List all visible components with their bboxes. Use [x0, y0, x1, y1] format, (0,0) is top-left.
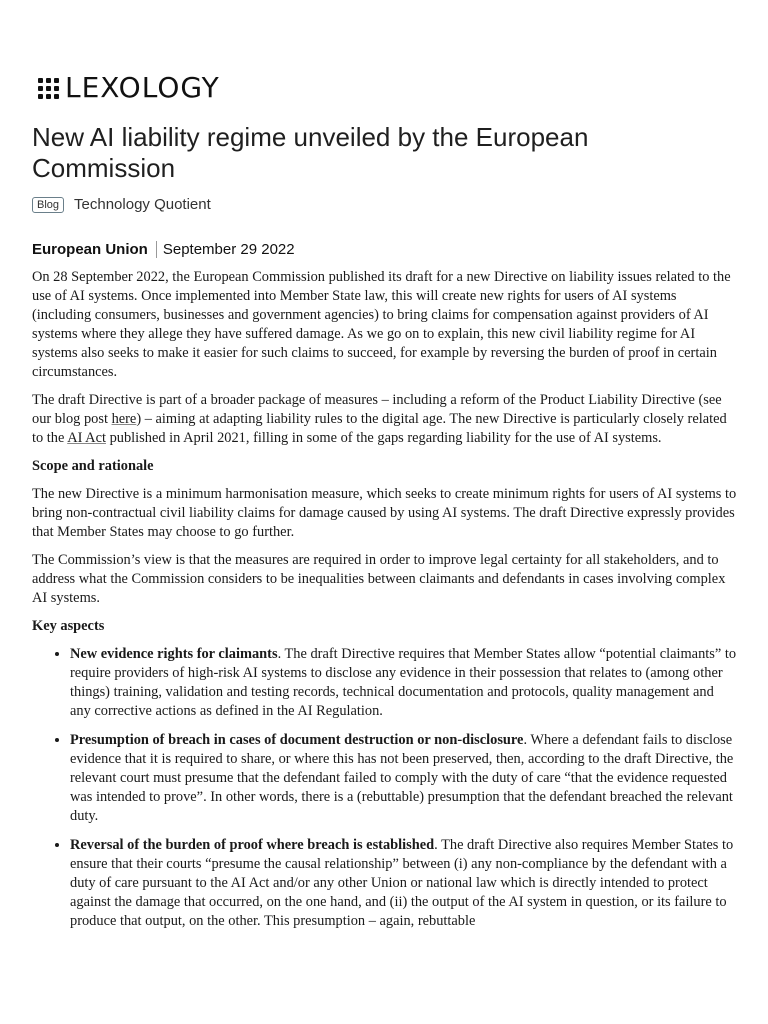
- section-heading-scope: Scope and rationale: [32, 458, 154, 474]
- paragraph-intro: On 28 September 2022, the European Commission published its draft for a new Directive on liability issues related to the use of AI systems. Once implemented into Member State law, this will create new rights for users of AI systems (including consumers, businesses and government agencies) to bring claims for compensation against providers of AI systems where they allege they have suffered damage. As we go on to explain, this new civil liability regime for AI systems also seeks to make it easier for such claims to succeed, for example by reversing the burden of proof in certain circumstances.: [32, 269, 731, 380]
- paragraph-scope: The new Directive is a minimum harmonisation measure, which seeks to create minimum rights for users of AI systems to bring non-contractual civil liability claims for damage caused by using AI systems. The draft Directive expressly provides that Member States may choose to go further.: [32, 486, 737, 540]
- article-meta: [32, 241, 295, 258]
- section-heading-key-aspects: Key aspects: [32, 618, 105, 634]
- blog-name-link[interactable]: Technology Quotient: [74, 196, 211, 213]
- list-item-lead: New evidence rights for claimants: [70, 646, 278, 662]
- publish-date: September 29 2022: [162, 241, 295, 258]
- logo-dots-icon: [38, 78, 59, 99]
- paragraph-package: [32, 391, 738, 448]
- logo-text: LEXOLOGY: [65, 71, 220, 104]
- list-item-lead: Presumption of breach in cases of document destruction or non-disclosure: [70, 732, 524, 748]
- ai-act-link[interactable]: AI Act: [67, 430, 106, 446]
- paragraph-text: The draft Directive is part of a broader package of measures – including a reform of the Product Liability Directive (see our blog post: [32, 392, 722, 427]
- blog-post-link[interactable]: here: [111, 411, 137, 427]
- list-item: [70, 645, 738, 721]
- list-item: [70, 836, 738, 931]
- region-tag[interactable]: European Union: [32, 241, 157, 258]
- article-body: [32, 268, 738, 941]
- blog-badge: Blog: [32, 197, 64, 213]
- lexology-logo[interactable]: [38, 71, 220, 104]
- list-item-text: . The draft Directive requires that Member States allow “potential claimants” to require providers of high-risk AI systems to disclose any evidence in their possession that relates to (among other things) training, validation and testing records, technical documentation and protocols, quality management and any corrective actions as defined in the AI Regulation.: [70, 646, 737, 719]
- list-item-text: . Where a defendant fails to disclose evidence that it is required to share, or where this has not been preserved, then, according to the draft Directive, the relevant court must presume that the defendant failed to comply with the duty of care “that the evidence requested was intended to prove”. In other words, there is a (rebuttable) presumption that the defendant breached the relevant duty.: [70, 732, 734, 824]
- page-title: New AI liability regime unveiled by the European Commission: [32, 122, 589, 183]
- paragraph-rationale: The Commission’s view is that the measures are required in order to improve legal certainty for all stakeholders, and to address what the Commission considers to be inequalities between claimants and defendants in cases involving complex AI systems.: [32, 552, 726, 606]
- list-item: [70, 731, 738, 826]
- list-item-text: . The draft Directive also requires Member States to ensure that their courts “presume the causal relationship” between (i) any non-compliance by the defendant with a duty of care pursuant to the AI Act and/or any other Union or national law which is directly intended to protect against the damage that occurred, on the one hand, and (ii) the output of the AI system in question, or its failure to produce that output, on the other. This presumption – again, rebuttable: [70, 837, 734, 929]
- paragraph-text: ) – aiming at adapting liability rules to the digital age. The new Directive is particularly closely related to the: [32, 411, 727, 446]
- key-aspects-list: [32, 645, 738, 931]
- list-item-lead: Reversal of the burden of proof where breach is established: [70, 837, 435, 853]
- blog-tagline: [32, 196, 211, 213]
- paragraph-text: published in April 2021, filling in some of the gaps regarding liability for the use of AI systems.: [105, 430, 662, 446]
